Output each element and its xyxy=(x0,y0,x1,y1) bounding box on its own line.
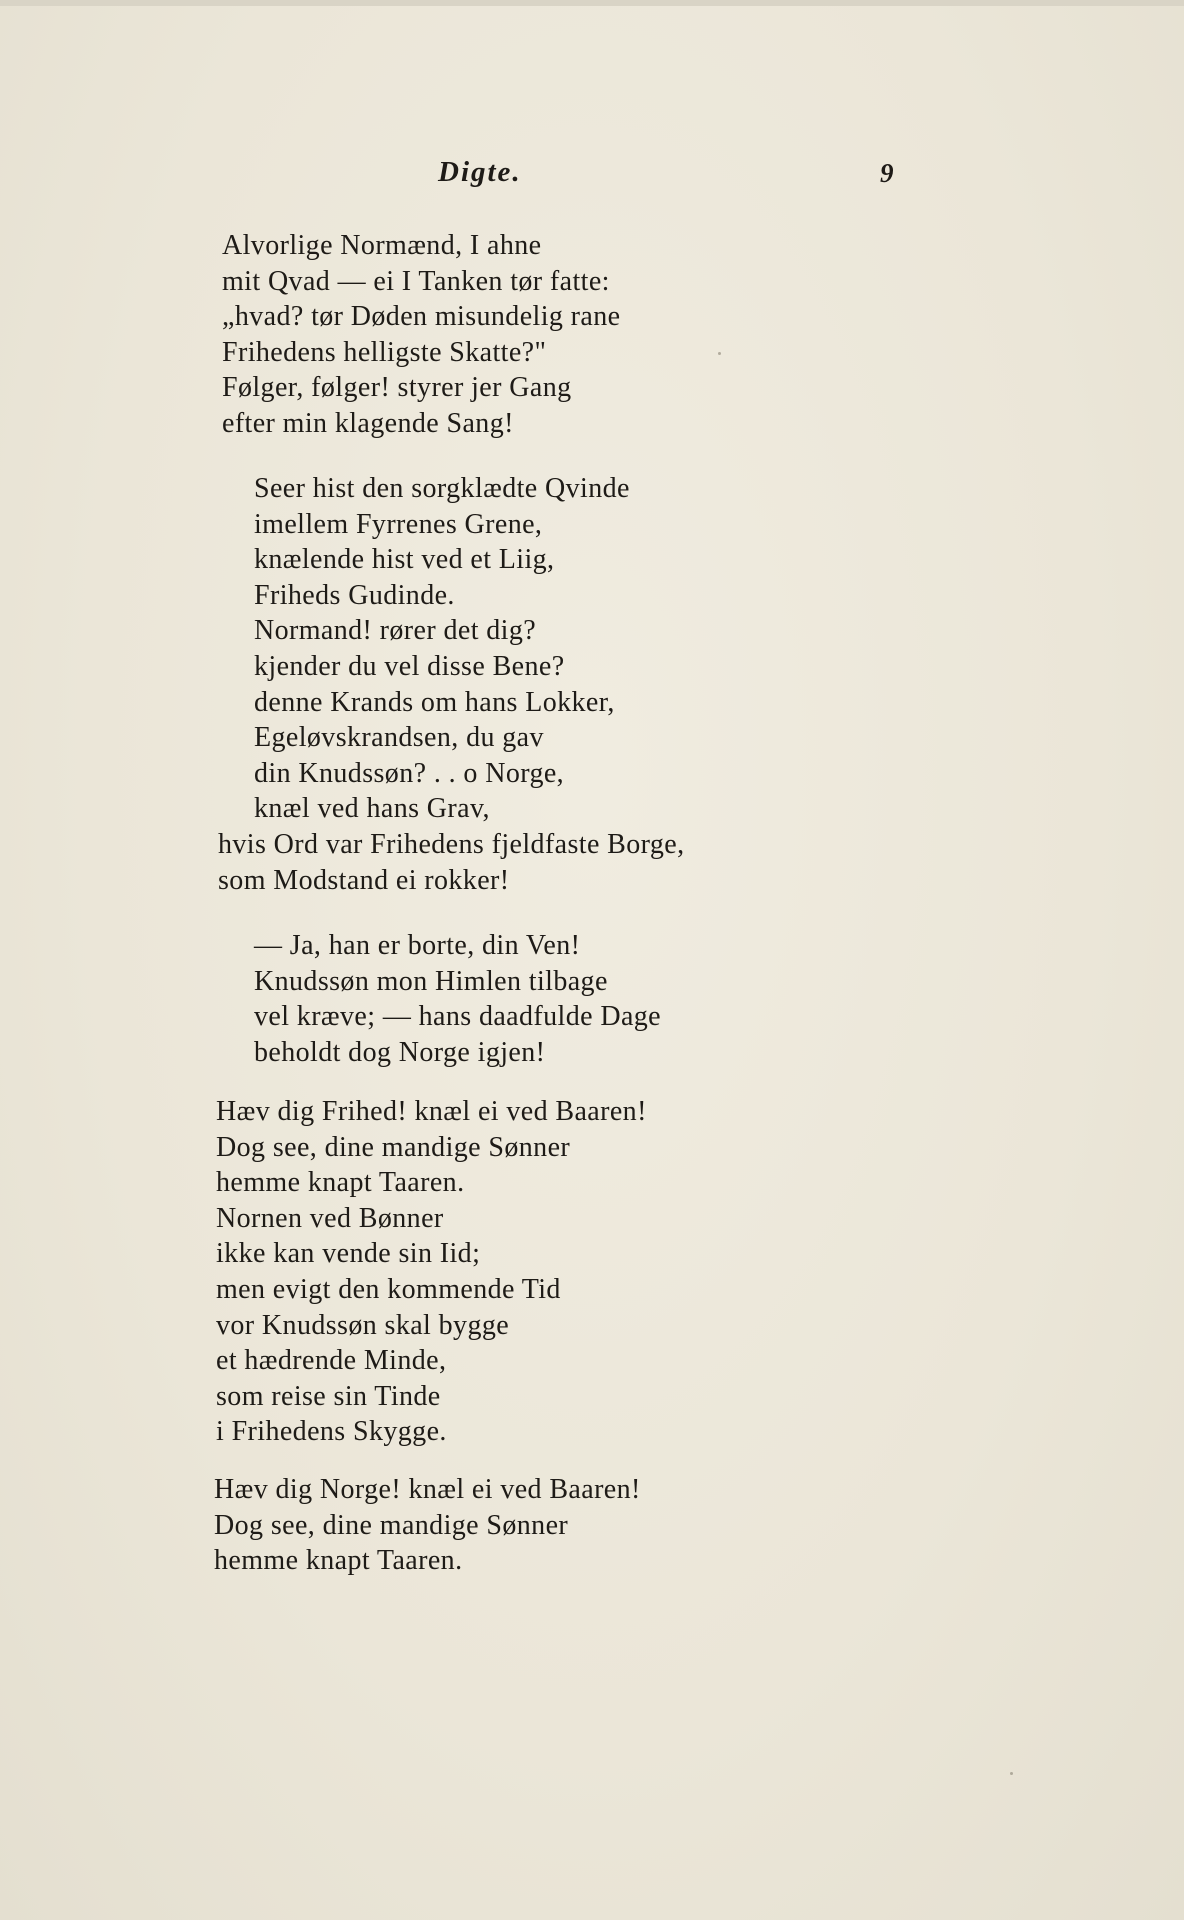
verse-line: mit Qvad — ei I Tanken tør fatte: xyxy=(222,265,610,297)
stanza-2 xyxy=(218,471,685,898)
verse-line: Normand! rører det dig? xyxy=(254,615,537,647)
verse-line: Egeløvskrandsen, du gav xyxy=(254,722,544,754)
stanza-3 xyxy=(218,928,661,1070)
verse-line: men evigt den kommende Tid xyxy=(216,1273,561,1305)
verse-line: i Frihedens Skygge. xyxy=(216,1416,447,1448)
verse-line: knæl ved hans Grav, xyxy=(254,793,490,825)
verse-line: Følger, følger! styrer jer Gang xyxy=(222,372,572,404)
verse-line: vor Knudssøn skal bygge xyxy=(216,1309,510,1341)
running-title: Digte. xyxy=(438,156,522,188)
verse-line: Friheds Gudinde. xyxy=(254,579,455,611)
stanza-1 xyxy=(222,228,620,442)
paper-speck xyxy=(718,352,721,355)
verse-line: Dog see, dine mandige Sønner xyxy=(214,1509,569,1541)
verse-line: Seer hist den sorgklædte Qvinde xyxy=(254,473,630,504)
verse-line: Alvorlige Normænd, I ahne xyxy=(222,230,542,261)
verse-line: Dog see, dine mandige Sønner xyxy=(216,1131,571,1163)
verse-line: efter min klagende Sang! xyxy=(222,407,514,439)
verse-line: din Knudssøn? . . o Norge, xyxy=(254,757,565,789)
page-number: 9 xyxy=(880,158,894,188)
verse-line: denne Krands om hans Lokker, xyxy=(254,686,615,718)
verse-line: Hæv dig Frihed! knæl ei ved Baaren! xyxy=(216,1096,647,1127)
page-top-edge xyxy=(0,0,1184,6)
verse-line: hvis Ord var Frihedens fjeldfaste Borge, xyxy=(218,828,685,860)
verse-line: ikke kan vende sin Iid; xyxy=(216,1238,481,1270)
verse-line: som reise sin Tinde xyxy=(216,1380,441,1412)
verse-line: Knudssøn mon Himlen tilbage xyxy=(254,965,608,997)
verse-line: Frihedens helligste Skatte?" xyxy=(222,336,547,368)
stanza-4 xyxy=(216,1094,647,1450)
verse-line: et hædrende Minde, xyxy=(216,1345,447,1377)
verse-line: imellem Fyrrenes Grene, xyxy=(254,508,543,540)
verse-line: „hvad? tør Døden misundelig rane xyxy=(222,301,621,333)
verse-line: som Modstand ei rokker! xyxy=(218,864,510,896)
verse-line: beholdt dog Norge igjen! xyxy=(254,1036,546,1068)
verse-line: — Ja, han er borte, din Ven! xyxy=(254,930,581,961)
verse-line: vel kræve; — hans daadfulde Dage xyxy=(254,1001,662,1033)
paper-speck xyxy=(1010,1772,1013,1775)
verse-line: hemme knapt Taaren. xyxy=(216,1167,465,1199)
verse-line: Hæv dig Norge! knæl ei ved Baaren! xyxy=(214,1474,641,1505)
verse-line: hemme knapt Taaren. xyxy=(214,1545,463,1577)
stanza-5 xyxy=(214,1472,641,1579)
verse-line: knælende hist ved et Liig, xyxy=(254,544,555,576)
verse-line: Nornen ved Bønner xyxy=(216,1202,444,1234)
verse-line: kjender du vel disse Bene? xyxy=(254,650,565,682)
